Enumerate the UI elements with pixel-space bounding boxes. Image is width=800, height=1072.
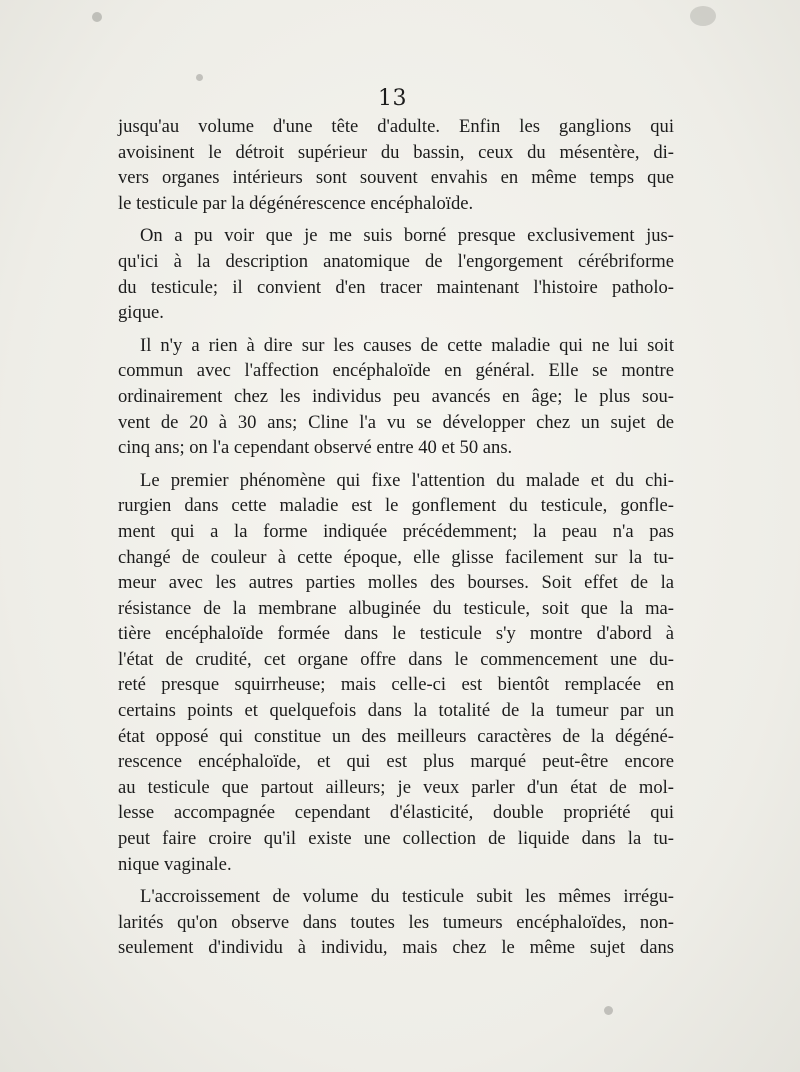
text-line: nique vaginale. xyxy=(118,853,232,875)
text-line: ment qui a la forme indiquée précédemment; la peau n'a pas xyxy=(118,520,674,542)
text-line: tière encéphaloïde formée dans le testicule s'y montre d'abord à xyxy=(118,623,674,645)
text-line: jusqu'au volume d'une tête d'adulte. Enfin les ganglions qui xyxy=(118,116,674,137)
paragraph xyxy=(118,223,674,325)
text-line: On a pu voir que je me suis borné presque exclusivement jus- xyxy=(140,225,674,247)
text-line: état opposé qui constitue un des meilleurs caractères de la dégéné- xyxy=(118,725,674,747)
ink-spot xyxy=(604,1006,613,1015)
text-line: au testicule que partout ailleurs; je veux parler d'un état de mol- xyxy=(118,776,674,798)
text-line: changé de couleur à cette époque, elle glisse facilement sur la tu- xyxy=(118,546,674,568)
text-line: gique. xyxy=(118,302,164,324)
page-number: 13 xyxy=(378,86,407,111)
text-line: Le premier phénomène qui fixe l'attention du malade et du chi- xyxy=(140,469,674,491)
text-line: certains points et quelquefois dans la totalité de la tumeur par un xyxy=(118,700,674,722)
text-line: seulement d'individu à individu, mais chez le même sujet dans xyxy=(118,937,674,959)
text-line: vent de 20 à 30 ans; Cline l'a vu se développer chez un sujet de xyxy=(118,411,674,433)
paragraph xyxy=(118,333,674,461)
text-line: rurgien dans cette maladie est le gonflement du testicule, gonfle- xyxy=(118,495,674,517)
ink-spot xyxy=(92,12,102,22)
text-line: l'état de crudité, cet organe offre dans le commencement une du- xyxy=(118,648,674,670)
paragraph xyxy=(118,114,674,216)
text-line: du testicule; il convient d'en tracer maintenant l'histoire patholo- xyxy=(118,276,674,298)
body-text xyxy=(118,114,674,968)
text-line: commun avec l'affection encéphaloïde en général. Elle se montre xyxy=(118,360,674,382)
text-line: ordinairement chez les individus peu avancés en âge; le plus sou- xyxy=(118,385,674,407)
text-line: peut faire croire qu'il existe une collection de liquide dans la tu- xyxy=(118,828,674,850)
text-line: larités qu'on observe dans toutes les tumeurs encéphaloïdes, non- xyxy=(118,911,674,933)
text-line: lesse accompagnée cependant d'élasticité, double propriété qui xyxy=(118,802,674,824)
text-line: vers organes intérieurs sont souvent envahis en même temps que xyxy=(118,167,674,189)
ink-spot xyxy=(690,6,716,26)
text-line: meur avec les autres parties molles des bourses. Soit effet de la xyxy=(118,572,674,594)
text-line: cinq ans; on l'a cependant observé entre 40 et 50 ans. xyxy=(118,437,513,459)
ink-spot xyxy=(196,74,203,81)
paragraph xyxy=(118,884,674,961)
text-line: avoisinent le détroit supérieur du bassin, ceux du mésentère, di- xyxy=(118,141,674,163)
text-line: rescence encéphaloïde, et qui est plus marqué peut-être encore xyxy=(118,751,674,773)
text-line: qu'ici à la description anatomique de l'engorgement cérébriforme xyxy=(118,250,674,272)
text-line: le testicule par la dégénérescence encéphaloïde. xyxy=(118,192,474,214)
text-line: résistance de la membrane albuginée du testicule, soit que la ma- xyxy=(118,597,674,619)
text-line: L'accroissement de volume du testicule subit les mêmes irrégu- xyxy=(140,886,674,908)
paragraph xyxy=(118,468,674,878)
text-line: reté presque squirrheuse; mais celle-ci est bientôt remplacée en xyxy=(118,674,674,696)
text-line: Il n'y a rien à dire sur les causes de cette maladie qui ne lui soit xyxy=(140,334,674,356)
